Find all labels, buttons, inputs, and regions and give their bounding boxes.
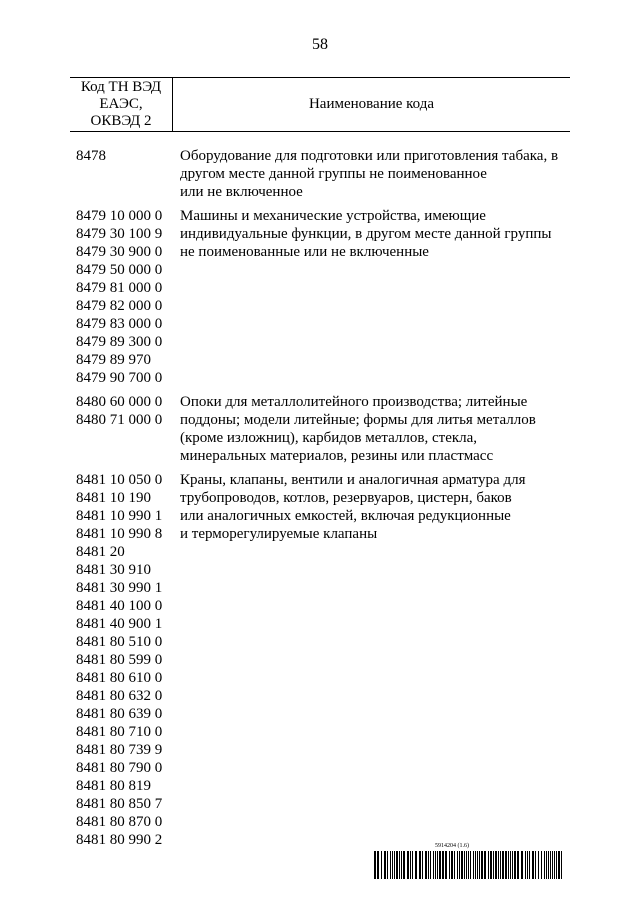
description-line: Краны, клапаны, вентили и аналогичная арматура для — [180, 472, 526, 488]
code-value: 8481 10 050 0 — [76, 472, 163, 488]
table-row — [76, 207, 566, 387]
code-value: 8481 80 510 0 — [76, 634, 163, 650]
description-line: и терморегулируемые клапаны — [180, 526, 378, 542]
code-value: 8481 30 910 — [76, 562, 151, 578]
code-value: 8478 — [76, 148, 106, 164]
description-cell — [180, 471, 566, 849]
code-cell — [76, 207, 180, 387]
code-value: 8481 80 599 0 — [76, 652, 163, 668]
code-value: 8479 81 000 0 — [76, 280, 163, 296]
code-value: 8479 83 000 0 — [76, 316, 163, 332]
table-row — [76, 147, 566, 201]
description-line: или не включенное — [180, 184, 303, 200]
code-value: 8481 80 639 0 — [76, 706, 163, 722]
code-value: 8481 80 990 2 — [76, 832, 163, 848]
code-value: 8479 10 000 0 — [76, 208, 163, 224]
description-line: Машины и механические устройства, имеющие — [180, 208, 486, 224]
code-value: 8481 10 990 1 — [76, 508, 163, 524]
code-value: 8481 80 870 0 — [76, 814, 163, 830]
code-value: 8479 30 100 9 — [76, 226, 163, 242]
page-number: 58 — [312, 36, 328, 53]
description-line: (кроме изложниц), карбидов металлов, стекла, — [180, 430, 478, 446]
code-value: 8481 20 — [76, 544, 125, 560]
code-value: 8481 30 990 1 — [76, 580, 163, 596]
table-body — [76, 147, 566, 855]
code-value: 8479 82 000 0 — [76, 298, 163, 314]
description-line: другом месте данной группы не поименованное — [180, 166, 487, 182]
description-line: минеральных материалов, резины или пластмасс — [180, 448, 494, 464]
description-line: трубопроводов, котлов, резервуаров, цистерн, баков — [180, 490, 512, 506]
code-value: 8481 80 710 0 — [76, 724, 163, 740]
barcode-icon — [374, 851, 565, 879]
code-value: 8481 40 100 0 — [76, 598, 163, 614]
code-value: 8481 10 990 8 — [76, 526, 163, 542]
code-value: 8481 80 610 0 — [76, 670, 163, 686]
description-cell — [180, 393, 566, 465]
code-value: 8479 89 970 — [76, 352, 151, 368]
header-name-column: Наименование кода — [308, 96, 435, 112]
code-value: 8481 80 850 7 — [76, 796, 163, 812]
code-cell — [76, 147, 180, 201]
code-value: 8481 80 790 0 — [76, 760, 163, 776]
description-line: или аналогичных емкостей, включая редукционные — [180, 508, 511, 524]
header-code-column: Код ТН ВЭД ЕАЭС, ОКВЭД 2 — [70, 78, 173, 131]
description-cell — [180, 207, 566, 387]
code-value: 8480 60 000 0 — [76, 394, 163, 410]
table-row — [76, 471, 566, 849]
code-value: 8481 10 190 — [76, 490, 151, 506]
code-value: 8479 50 000 0 — [76, 262, 163, 278]
description-line: индивидуальные функции, в другом месте данной группы — [180, 226, 552, 242]
description-cell — [180, 147, 566, 201]
footer-barcode — [374, 843, 565, 879]
code-cell — [76, 471, 180, 849]
code-cell — [76, 393, 180, 465]
code-value: 8479 90 700 0 — [76, 370, 163, 386]
code-value: 8481 80 739 9 — [76, 742, 163, 758]
description-line: Опоки для металлолитейного производства; литейные — [180, 394, 528, 410]
description-line: не поименованные или не включенные — [180, 244, 429, 260]
code-value: 8479 89 300 0 — [76, 334, 163, 350]
code-value: 8481 80 632 0 — [76, 688, 163, 704]
code-value: 8481 40 900 1 — [76, 616, 163, 632]
code-value: 8481 80 819 — [76, 778, 151, 794]
barcode-label: 5914204 (1.6) — [435, 843, 469, 849]
description-line: Оборудование для подготовки или приготовления табака, в — [180, 148, 559, 164]
table-header — [70, 77, 570, 132]
code-value: 8480 71 000 0 — [76, 412, 163, 428]
table-row — [76, 393, 566, 465]
description-line: поддоны; модели литейные; формы для литья металлов — [180, 412, 536, 428]
code-value: 8479 30 900 0 — [76, 244, 163, 260]
